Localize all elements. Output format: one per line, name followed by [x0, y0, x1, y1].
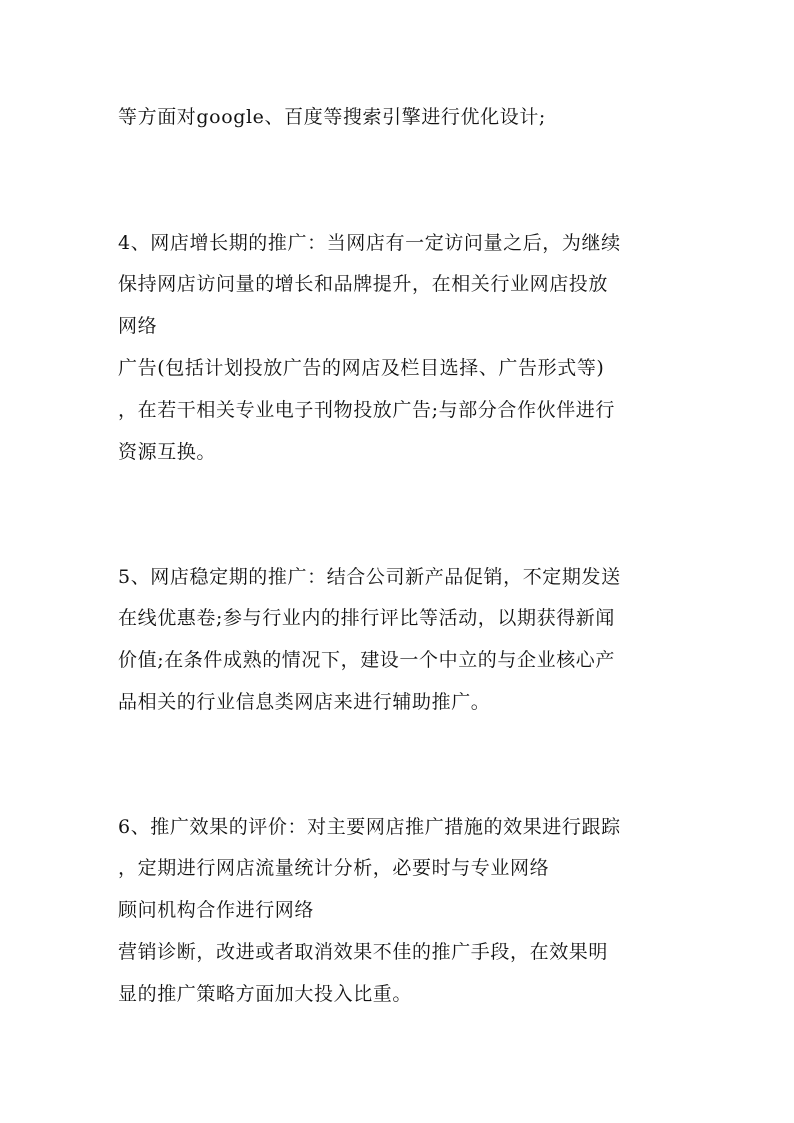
section4-line6: 资源互换。 [118, 441, 217, 463]
section4-line2: 保持网店访问量的增长和品牌提升，在相关行业网店投放 [118, 273, 609, 295]
section6-line3: 顾问机构合作进行网络 [118, 899, 315, 921]
section6-line5: 显的推广策略方面加大投入比重。 [118, 983, 413, 1005]
intro-tail-text: 等方面对google、百度等搜索引擎进行优化设计; [118, 106, 546, 128]
section4-line3: 网络 [118, 315, 158, 337]
section6-line1: 6、推广效果的评价：对主要网店推广措施的效果进行跟踪 [118, 816, 621, 838]
section4-line5: ，在若干相关专业电子刊物投放广告;与部分合作伙伴进行 [118, 399, 616, 421]
section4-line4: 广告(包括计划投放广告的网店及栏目选择、广告形式等) [118, 357, 605, 379]
section5-line1: 5、网店稳定期的推广：结合公司新产品促销，不定期发送 [118, 566, 621, 588]
section5-line2: 在线优惠卷;参与行业内的排行评比等活动，以期获得新闻 [118, 607, 616, 629]
section4-line1: 4、网店增长期的推广：当网店有一定访问量之后，为继续 [118, 232, 621, 254]
section6-line2: ，定期进行网店流量统计分析，必要时与专业网络 [118, 857, 550, 879]
section5-line3: 价值;在条件成熟的情况下，建设一个中立的与企业核心产 [118, 649, 616, 671]
section5-line4: 品相关的行业信息类网店来进行辅助推广。 [118, 691, 491, 713]
section6-line4: 营销诊断，改进或者取消效果不佳的推广手段，在效果明 [118, 941, 609, 963]
